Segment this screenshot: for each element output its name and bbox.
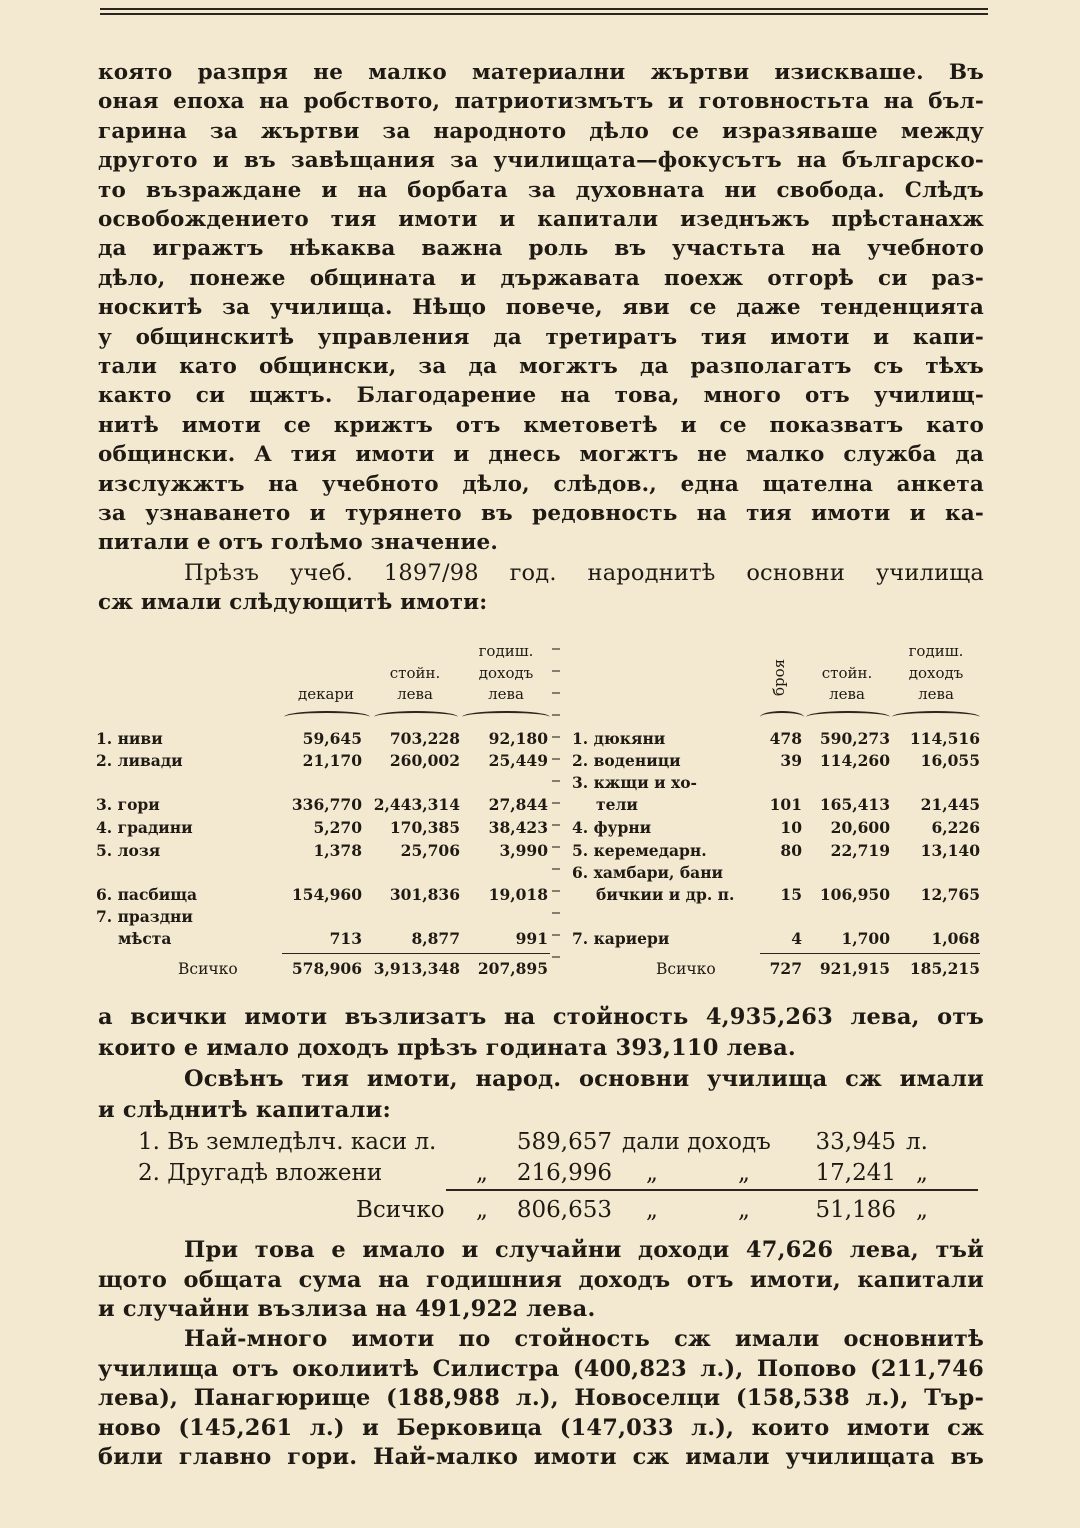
row-label: 6. пасбища — [96, 885, 198, 904]
ditto-mark: „ — [646, 1160, 658, 1186]
text-line: за узнаването и турянето въ редовность на тия имоти и ка- — [98, 501, 984, 526]
header-income-c: лева — [488, 685, 524, 703]
row-label-cont: тели — [596, 795, 638, 814]
text-line: то възраждане и на борбата за духовната ни свобода. Слѣдъ — [98, 177, 984, 203]
row-label: 3. кжщи и хо- — [572, 773, 697, 792]
top-rule — [100, 8, 988, 10]
text-line: и случайни възлиза на 491,922 лева. — [98, 1296, 596, 1322]
capital-income: 33,945 — [815, 1129, 896, 1155]
text-line: както си щжтъ. Благодарение на това, много отъ училищ- — [98, 383, 984, 409]
text-line: сж имали слѣдующитѣ имоти: — [98, 590, 488, 615]
row-label-cont: бичкии и др. п. — [596, 885, 735, 904]
capital-label: 2. Другадѣ вложени — [138, 1160, 383, 1186]
header-income-a: годиш. — [478, 642, 534, 660]
row-label-cont: мѣста — [118, 929, 172, 948]
cell-income: 13,140 — [920, 841, 980, 860]
cell-count: 39 — [780, 751, 802, 770]
ditto-mark: „ — [738, 1197, 750, 1223]
cell-value: 301,836 — [389, 885, 460, 904]
row-label: 2. воденици — [572, 751, 681, 770]
cell-value: 20,600 — [830, 818, 890, 837]
text-line: били главно гори. Най-малко имоти сж имали училищата въ — [98, 1444, 984, 1470]
text-line: При това е имало и случайни доходи 47,626 лева, тъй — [184, 1237, 984, 1263]
text-line: общински. А тия имоти и днесь могжтъ не малко служба да — [98, 442, 984, 468]
header-income-a: годиш. — [908, 642, 964, 660]
header-brace — [760, 711, 804, 723]
row-label: 4. градини — [96, 818, 193, 837]
column-separator — [552, 648, 560, 978]
header-brace — [374, 711, 458, 723]
cell-income: 1,068 — [931, 929, 980, 948]
cell-income: 92,180 — [488, 729, 548, 748]
text-line: и слѣднитѣ капитали: — [98, 1097, 392, 1123]
ditto-mark: „ — [916, 1160, 928, 1186]
text-line: освобождението тия имоти и капитали изеднъжъ прѣстанахж — [98, 207, 984, 232]
text-line: гарина за жъртви за народното дѣло се изразяваше между — [98, 118, 984, 144]
cell-value: 25,706 — [400, 841, 460, 860]
cell-decares: 713 — [329, 929, 362, 948]
cell-income: 21,445 — [920, 795, 980, 814]
cell-decares: 336,770 — [291, 795, 362, 814]
header-value-b: лева — [829, 685, 865, 703]
header-value-b: лева — [397, 685, 433, 703]
cell-decares: 1,378 — [313, 841, 362, 860]
capital-total-income: 51,186 — [815, 1197, 896, 1223]
header-value-a: стойн. — [821, 664, 873, 682]
cell-value: 703,228 — [389, 729, 460, 748]
row-label: 1. дюкяни — [572, 729, 666, 748]
row-label: 2. ливади — [96, 751, 183, 770]
top-rule-thin — [100, 13, 988, 15]
header-income-b: доходъ — [908, 664, 964, 682]
cell-income: 6,226 — [931, 818, 980, 837]
capitals-total-rule — [446, 1189, 978, 1191]
capital-amount: 589,657 — [516, 1129, 612, 1155]
total-rule — [282, 953, 550, 954]
total-count: 727 — [769, 959, 802, 978]
header-income-c: лева — [918, 685, 954, 703]
cell-count: 101 — [769, 795, 802, 814]
total-label: Всичко — [656, 960, 716, 978]
text-line: която разпря не малко материални жъртви изискваше. Въ — [98, 60, 984, 85]
capital-label: 1. Въ земледѣлч. каси л. — [138, 1129, 437, 1155]
cell-value: 2,443,314 — [373, 795, 460, 814]
text-line: които е имало доходъ прѣзъ годината 393,110 лева. — [98, 1035, 796, 1061]
cell-count: 80 — [780, 841, 802, 860]
text-line: у общинскитѣ управления да третиратъ тия имоти и капи- — [98, 324, 984, 350]
row-label: 3. гори — [96, 795, 160, 814]
text-line: Освѣнъ тия имоти, народ. основни училища сж имали — [184, 1066, 984, 1092]
capital-total-label: Всичко — [356, 1197, 445, 1223]
cell-value: 8,877 — [411, 929, 460, 948]
cell-value: 1,700 — [841, 929, 890, 948]
capital-unit: л. — [906, 1129, 928, 1155]
header-brace — [284, 711, 370, 723]
text-line: Най-много имоти по стойность сж имали основнитѣ — [184, 1326, 984, 1352]
cell-income: 38,423 — [488, 818, 548, 837]
text-line: да игражтъ нѣкаква важна роль въ участьта на учебното — [98, 236, 984, 262]
text-line: лева), Панагюрище (188,988 л.), Новоселци (158,538 л.), Тър- — [98, 1385, 984, 1411]
total-decares: 578,906 — [291, 959, 362, 978]
ditto-mark: „ — [476, 1160, 488, 1186]
row-label: 7. праздни — [96, 907, 193, 926]
cell-value: 170,385 — [389, 818, 460, 837]
header-value-a: стойн. — [389, 664, 441, 682]
header-brace — [462, 711, 550, 723]
capital-mid: дали доходъ — [622, 1129, 771, 1155]
cell-value: 114,260 — [819, 751, 890, 770]
cell-income: 114,516 — [909, 729, 980, 748]
text-line: ново (145,261 л.) и Берковица (147,033 л.), които имоти сж — [98, 1414, 984, 1441]
header-brace — [892, 711, 980, 723]
cell-count: 10 — [780, 818, 802, 837]
text-line: питали е отъ голѣмо значение. — [98, 530, 499, 556]
cell-count: 15 — [780, 885, 802, 904]
cell-value: 590,273 — [819, 729, 890, 748]
row-label: 5. лозя — [96, 841, 161, 860]
header-decares: декари — [297, 685, 355, 703]
text-line: училища отъ околиитѣ Силистра (400,823 л.), Попово (211,746 — [98, 1355, 984, 1382]
cell-income: 16,055 — [920, 751, 980, 770]
total-label: Всичко — [178, 960, 238, 978]
cell-income: 991 — [515, 929, 548, 948]
total-rule — [760, 953, 980, 954]
cell-decares: 21,170 — [302, 751, 362, 770]
row-label: 7. кариери — [572, 929, 670, 948]
cell-decares: 5,270 — [313, 818, 362, 837]
cell-value: 165,413 — [819, 795, 890, 814]
cell-income: 3,990 — [499, 841, 548, 860]
capital-total-amount: 806,653 — [516, 1197, 612, 1223]
text-line: носкитѣ за училища. Нѣщо повече, яви се даже тенденцията — [98, 295, 984, 321]
ditto-mark: „ — [646, 1197, 658, 1223]
header-brace — [806, 711, 890, 723]
text-line: тали като общински, за да могжтъ да разполагатъ съ тѣхъ — [98, 354, 984, 379]
cell-value: 260,002 — [389, 751, 460, 770]
row-label: 6. хамбари, бани — [572, 863, 724, 882]
text-line: другото и въ завѣщания за училищата—фокусътъ на българско- — [98, 148, 984, 174]
row-label: 5. керемедарн. — [572, 841, 707, 860]
header-count: броя — [770, 658, 788, 696]
ditto-mark: „ — [476, 1197, 488, 1223]
cell-count: 4 — [791, 929, 802, 948]
total-income: 185,215 — [909, 959, 980, 978]
cell-value: 22,719 — [830, 841, 890, 860]
ditto-mark: „ — [916, 1197, 928, 1223]
header-income-b: доходъ — [478, 664, 534, 682]
cell-count: 478 — [769, 729, 802, 748]
text-line: а всички имоти възлизатъ на стойность 4,935,263 лева, отъ — [98, 1004, 984, 1030]
cell-value: 106,950 — [819, 885, 890, 904]
capital-income: 17,241 — [815, 1160, 896, 1186]
text-line: щото общата сума на годишния доходъ отъ имоти, капитали — [98, 1266, 984, 1293]
cell-decares: 59,645 — [302, 729, 362, 748]
total-income: 207,895 — [477, 959, 548, 978]
total-value: 921,915 — [819, 959, 890, 978]
ditto-mark: „ — [738, 1160, 750, 1186]
cell-decares: 154,960 — [291, 885, 362, 904]
cell-income: 19,018 — [488, 885, 548, 904]
cell-income: 27,844 — [488, 795, 548, 814]
text-line: оная епоха на робството, патриотизмътъ и готовностьта на бъл- — [98, 89, 984, 115]
cell-income: 25,449 — [488, 751, 548, 770]
cell-income: 12,765 — [920, 885, 980, 904]
row-label: 1. ниви — [96, 729, 163, 748]
row-label: 4. фурни — [572, 818, 652, 837]
text-line: дѣло, понеже общината и държавата поехж отгорѣ си раз- — [98, 265, 984, 291]
capital-amount: 216,996 — [516, 1160, 612, 1186]
text-line: нитѣ имоти се крижтъ отъ кметоветѣ и се показватъ като — [98, 412, 984, 438]
total-value: 3,913,348 — [373, 959, 460, 978]
text-line: Прѣзъ учеб. 1897/98 год. народнитѣ основни училища — [184, 560, 984, 586]
text-line: изслужжтъ на учебното дѣло, слѣдов., една щателна анкета — [98, 471, 984, 497]
